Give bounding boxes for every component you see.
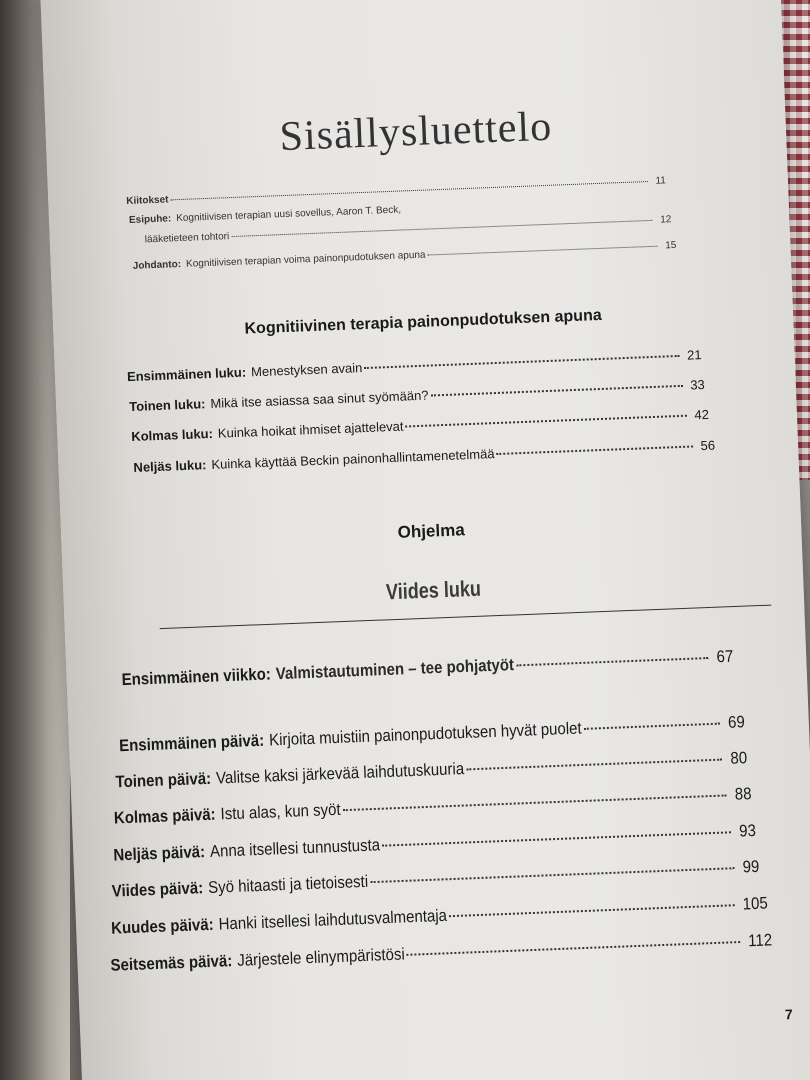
entry-label: Neljäs päivä: (113, 842, 206, 866)
chapter-heading: Viides luku (385, 575, 482, 605)
leader-dots (428, 246, 658, 256)
entry-text: lääketieteen tohtori (144, 231, 230, 246)
page-ref: 21 (686, 347, 702, 363)
page-number: 7 (784, 1006, 794, 1023)
book-page (40, 0, 810, 1080)
entry-text: Kuinka käyttää Beckin painonhallintamenetelmää (211, 446, 495, 472)
entry-text: Kognitiivisen terapian uusi sovellus, Aaron T. Beck, (176, 204, 402, 225)
toc-entry (129, 377, 705, 414)
toc-entry (119, 714, 745, 755)
toc-entry (131, 407, 709, 444)
entry-text: Kuinka hoikat ihmiset ajattelevat (217, 418, 404, 441)
toc-entry-week (121, 648, 733, 688)
toc-entry (133, 240, 677, 272)
page-title: Sisällysluettelo (278, 103, 553, 161)
section-heading: Kognitiivinen terapia painonpudotuksen apuna (244, 306, 603, 338)
toc-entry (110, 932, 772, 974)
leader-dots (584, 723, 721, 730)
page-ref: 42 (694, 406, 710, 423)
entry-text: Kognitiivisen terapian voima painonpudotuksen apuna (185, 249, 426, 270)
entry-text: Syö hitaasti ja tietoisesti (207, 872, 369, 898)
toc-entry (133, 438, 715, 475)
entry-text: Istu alas, kun syöt (220, 800, 341, 824)
leader-dots (516, 657, 709, 666)
page-ref: 93 (738, 821, 757, 842)
page-ref: 88 (734, 784, 752, 805)
entry-label: Johdanto: (132, 259, 182, 272)
leader-dots (430, 385, 682, 397)
page-ref: 105 (742, 893, 769, 914)
page-ref: 112 (747, 930, 773, 951)
entry-text: Hanki itsellesi laihdutusvalmentaja (218, 906, 448, 935)
leader-dots (449, 904, 735, 917)
entry-label: Ensimmäinen luku: (126, 364, 247, 385)
entry-text: Menestyksen avain (250, 360, 363, 380)
page-ref: 67 (716, 647, 734, 667)
toc-entry (114, 785, 752, 826)
entry-label: Kiitokset (126, 194, 169, 208)
page-ref: 15 (665, 239, 677, 252)
leader-dots (364, 355, 679, 369)
page-ref: 99 (742, 857, 760, 877)
toc-entry (113, 822, 756, 864)
page-ref: 56 (700, 437, 716, 454)
leader-dots (343, 794, 727, 811)
entry-label: Ensimmäinen viikko: (121, 664, 272, 690)
page-ref: 80 (730, 748, 748, 769)
entry-label: Neljäs luku: (133, 457, 207, 475)
entry-label: Esipuhe: (128, 213, 172, 226)
page-ref: 12 (660, 214, 672, 226)
leader-dots (407, 941, 741, 956)
toc-entry (111, 858, 759, 900)
entry-text: Valmistautuminen – tee pohjatyöt (275, 655, 515, 684)
entry-text: Järjestele elinympäristösi (236, 944, 406, 971)
entry-label: Toinen päivä: (115, 769, 212, 792)
entry-text: Mikä itse asiassa saa sinut syömään? (210, 387, 429, 411)
entry-text: Anna itsellesi tunnustusta (209, 835, 381, 862)
entry-label: Kolmas luku: (131, 425, 214, 445)
leader-dots (382, 831, 731, 846)
table-of-contents (40, 0, 810, 1080)
toc-entry (115, 750, 747, 791)
leader-dots (466, 759, 722, 771)
leader-dots (405, 415, 686, 428)
leader-dots (496, 445, 692, 455)
section-heading: Ohjelma (397, 520, 466, 542)
page-ref: 69 (727, 712, 746, 733)
page-ref: 11 (655, 175, 667, 187)
entry-label: Kolmas päivä: (113, 805, 216, 828)
entry-label: Kuudes päivä: (110, 915, 215, 939)
entry-label: Ensimmäinen päivä: (118, 731, 265, 756)
toc-entry (127, 347, 702, 384)
toc-entry (111, 895, 768, 937)
leader-dots (370, 867, 735, 883)
page-ref: 33 (689, 376, 706, 393)
entry-label: Viides päivä: (111, 878, 204, 902)
leader-dots (231, 220, 652, 237)
entry-label: Toinen luku: (128, 396, 206, 415)
entry-text: Valitse kaksi järkevää laihdutuskuuria (215, 759, 465, 789)
entry-label: Seitsemäs päivä: (110, 951, 233, 976)
entry-text: Kirjoita muistiin painonpudotuksen hyvät puolet (268, 718, 582, 750)
